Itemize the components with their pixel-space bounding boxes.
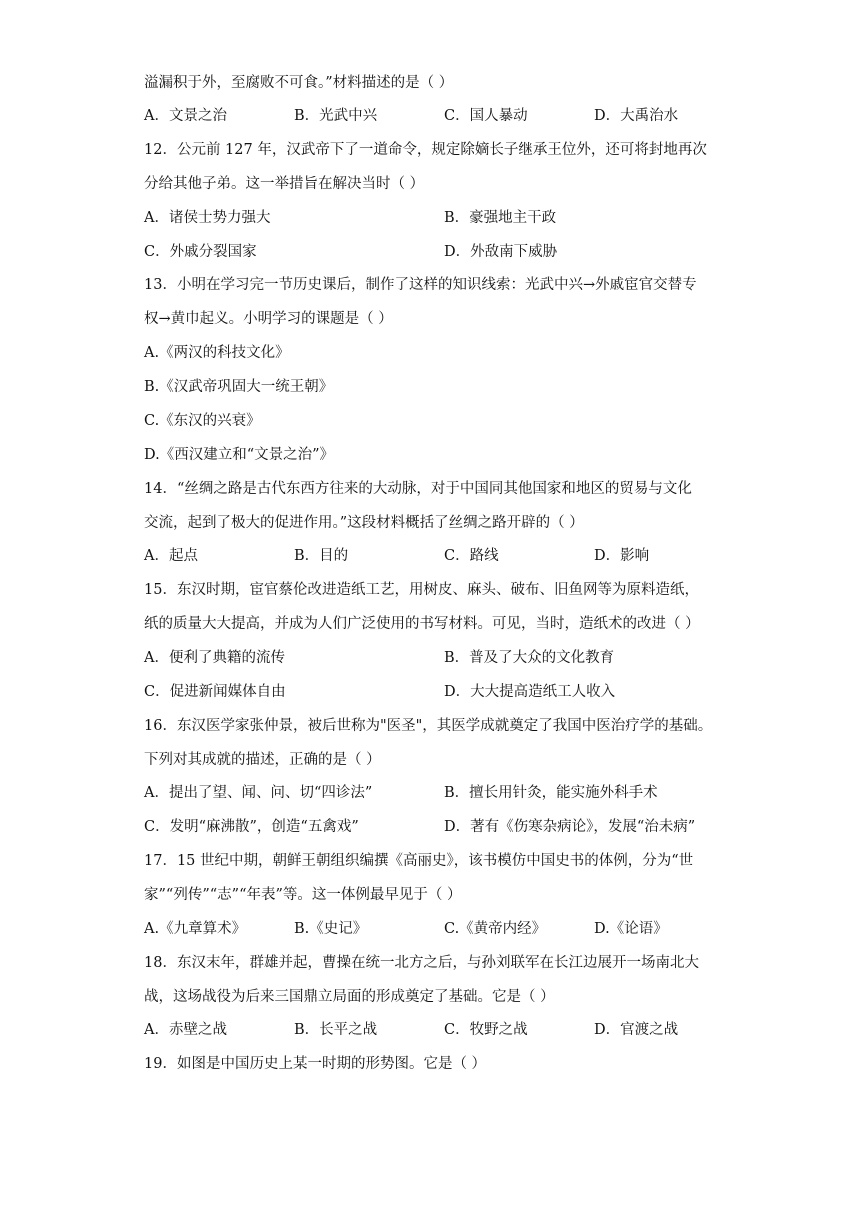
question-11-stem-end: 溢漏积于外，至腐败不可食。”材料描述的是（ ） (144, 75, 454, 91)
option-b: B．光武中兴 (294, 108, 378, 124)
option-d: D．著有《伤寒杂病论》，发展“治未病” (444, 819, 696, 835)
option-a: A．文景之治 (144, 108, 227, 124)
option-b: B．目的 (294, 548, 349, 564)
question-11-options (144, 106, 764, 126)
option-c: C.《黄帝内经》 (444, 921, 547, 937)
option-b: B．长平之战 (294, 1022, 378, 1038)
question-13-option-b: B.《汉武帝巩固大一统王朝》 (144, 379, 334, 395)
option-b: B．擅长用针灸，能实施外科手术 (444, 785, 658, 801)
option-b: B．豪强地主干政 (444, 210, 557, 226)
question-12-stem-cont: 分给其他子弟。这一举措旨在解决当时（ ） (144, 176, 425, 192)
question-18-stem-cont: 战，这场战役为后来三国鼎立局面的形成奠定了基础。它是（ ） (144, 989, 555, 1005)
option-a: A．赤壁之战 (144, 1022, 227, 1038)
option-d: D.《论语》 (594, 921, 668, 937)
question-13-option-c: C.《东汉的兴衰》 (144, 413, 261, 429)
question-14-stem: 14．“丝绸之路是古代东西方往来的大动脉，对于中国同其他国家和地区的贸易与文化 (144, 481, 692, 497)
option-d: D．影响 (594, 548, 650, 564)
option-c: C．牧野之战 (444, 1022, 528, 1038)
option-a: A．起点 (144, 548, 198, 564)
question-13-stem-cont: 权→黄巾起义。小明学习的课题是（ ） (144, 311, 393, 327)
question-12-options-row1 (144, 208, 764, 228)
question-17-options (144, 919, 764, 939)
question-12-stem: 12．公元前 127 年，汉武帝下了一道命令，规定除嫡长子继承王位外，还可将封地再次 (144, 142, 707, 158)
question-17-stem: 17．15 世纪中期，朝鲜王朝组织编撰《高丽史》，该书模仿中国史书的体例，分为“世 (144, 853, 694, 869)
question-13-stem: 13．小明在学习完一节历史课后，制作了这样的知识线索：光武中兴→外戚宦官交替专 (144, 277, 697, 293)
option-a: A．诸侯士势力强大 (144, 210, 271, 226)
question-13-option-d: D.《西汉建立和“文景之治”》 (144, 447, 335, 463)
question-13-option-a: A.《两汉的科技文化》 (144, 345, 290, 361)
option-b: B.《史记》 (294, 921, 368, 937)
question-12-options-row2 (144, 242, 764, 262)
question-19-stem: 19．如图是中国历史上某一时期的形势图。它是（ ） (144, 1056, 487, 1072)
question-15-stem-cont: 纸的质量大大提高，并成为人们广泛使用的书写材料。可见，当时，造纸术的改进（ ） (144, 616, 700, 632)
question-18-stem: 18．东汉末年，群雄并起，曹操在统一北方之后，与孙刘联军在长江边展开一场南北大 (144, 955, 699, 971)
option-a: A.《九章算术》 (144, 921, 247, 937)
question-16-options-row2 (144, 817, 764, 837)
option-d: D．大禹治水 (594, 108, 679, 124)
option-c: C．路线 (444, 548, 499, 564)
option-d: D．大大提高造纸工人收入 (444, 684, 616, 700)
question-14-stem-cont: 交流，起到了极大的促进作用。”这段材料概括了丝绸之路开辟的（ ） (144, 515, 584, 531)
option-c: C．国人暴动 (444, 108, 528, 124)
option-c: C．外戚分裂国家 (144, 244, 257, 260)
question-16-stem: 16．东汉医学家张仲景，被后世称为"医圣"，其医学成就奠定了我国中医治疗学的基础。 (144, 718, 713, 734)
question-17-stem-cont: 家”“列传”“志”“年表”等。这一体例最早见于（ ） (144, 887, 462, 903)
option-a: A．提出了望、闻、问、切“四诊法” (144, 785, 373, 801)
option-d: D．官渡之战 (594, 1022, 679, 1038)
option-b: B．普及了大众的文化教育 (444, 650, 615, 666)
question-16-options-row1 (144, 783, 764, 803)
question-18-options (144, 1020, 764, 1040)
option-c: C．促进新闻媒体自由 (144, 684, 286, 700)
question-15-options-row2 (144, 682, 764, 702)
option-c: C．发明“麻沸散”，创造“五禽戏” (144, 819, 359, 835)
option-d: D．外敌南下威胁 (444, 244, 558, 260)
question-15-stem: 15．东汉时期，宦官蔡伦改进造纸工艺，用树皮、麻头、破布、旧鱼网等为原料造纸， (144, 582, 699, 598)
question-15-options-row1 (144, 648, 764, 668)
question-16-stem-cont: 下列对其成就的描述，正确的是（ ） (144, 752, 381, 768)
question-14-options (144, 546, 764, 566)
option-a: A．便利了典籍的流传 (144, 650, 285, 666)
